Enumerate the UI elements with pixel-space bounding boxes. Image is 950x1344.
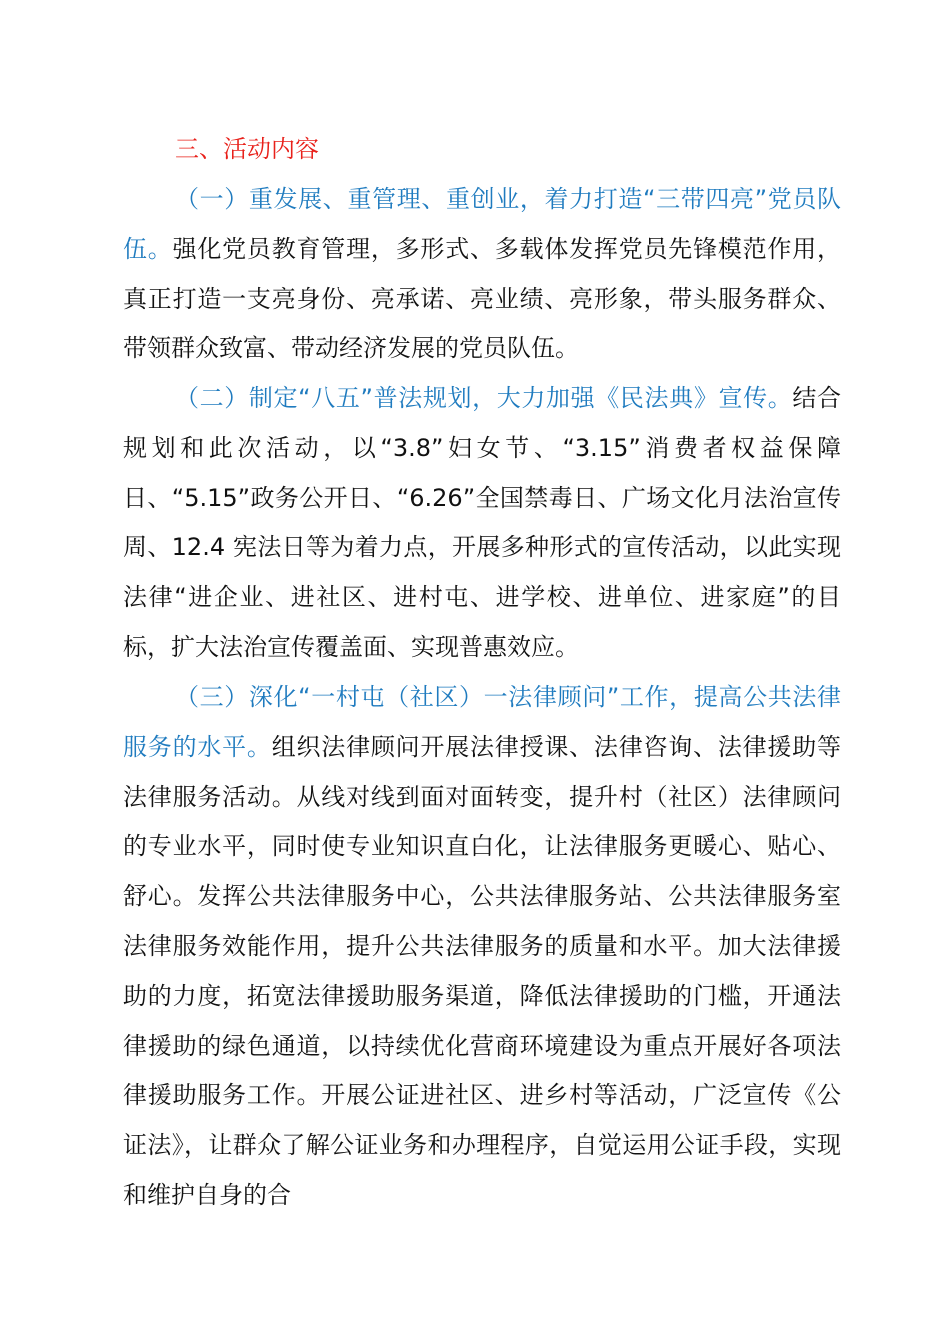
paragraph-1-lead: （一）重发展、重管理、重创业，着力打造“三带四亮”党员队伍。 <box>123 185 841 263</box>
paragraph-2-lead: （二）制定“八五”普法规划，大力加强《民法典》宣传。 <box>175 384 793 412</box>
paragraph-2-body: 结合规划和此次活动，以“3.8”妇女节、“3.15”消费者权益保障日、“5.15”政务公开日、“6.26”全国禁毒日、广场文化月法治宣传周、12.4 宪法日等为着力点，开展多种形式的宣传活动，以此实现法律“进企业、进社区、进村屯、进学校、进单位、进家庭”的目标，扩大法治宣传覆盖面、实现普惠效应。 <box>123 384 841 661</box>
section-heading: 三、活动内容 <box>175 135 319 163</box>
paragraph-3-lead: （三）深化“一村屯（社区）一法律顾问”工作，提高公共法律服务的水平。 <box>123 683 841 761</box>
paragraph-1-body: 强化党员教育管理，多形式、多载体发挥党员先锋模范作用，真正打造一支亮身份、亮承诺、亮业绩、亮形象，带头服务群众、带领群众致富、带动经济发展的党员队伍。 <box>123 234 842 363</box>
paragraph-2 <box>123 374 841 673</box>
paragraph-3 <box>123 673 841 1221</box>
paragraph-1 <box>123 175 841 374</box>
paragraph-3-body: 组织法律顾问开展法律授课、法律咨询、法律援助等法律服务活动。从线对线到面对面转变，提升村（社区）法律顾问的专业水平，同时使专业知识直白化，让法律服务更暖心、贴心、舒心。发挥公共法律服务中心，公共法律服务站、公共法律服务室法律服务效能作用，提升公共法律服务的质量和水平。加大法律援助的力度，拓宽法律援助服务渠道，降低法律援助的门槛，开通法律援助的绿色通道，以持续优化营商环境建设为重点开展好各项法律援助服务工作。开展公证进社区、进乡村等活动，广泛宣传《公证法》，让群众了解公证业务和办理程序，自觉运用公证手段，实现和维护自身的合 <box>123 732 842 1209</box>
